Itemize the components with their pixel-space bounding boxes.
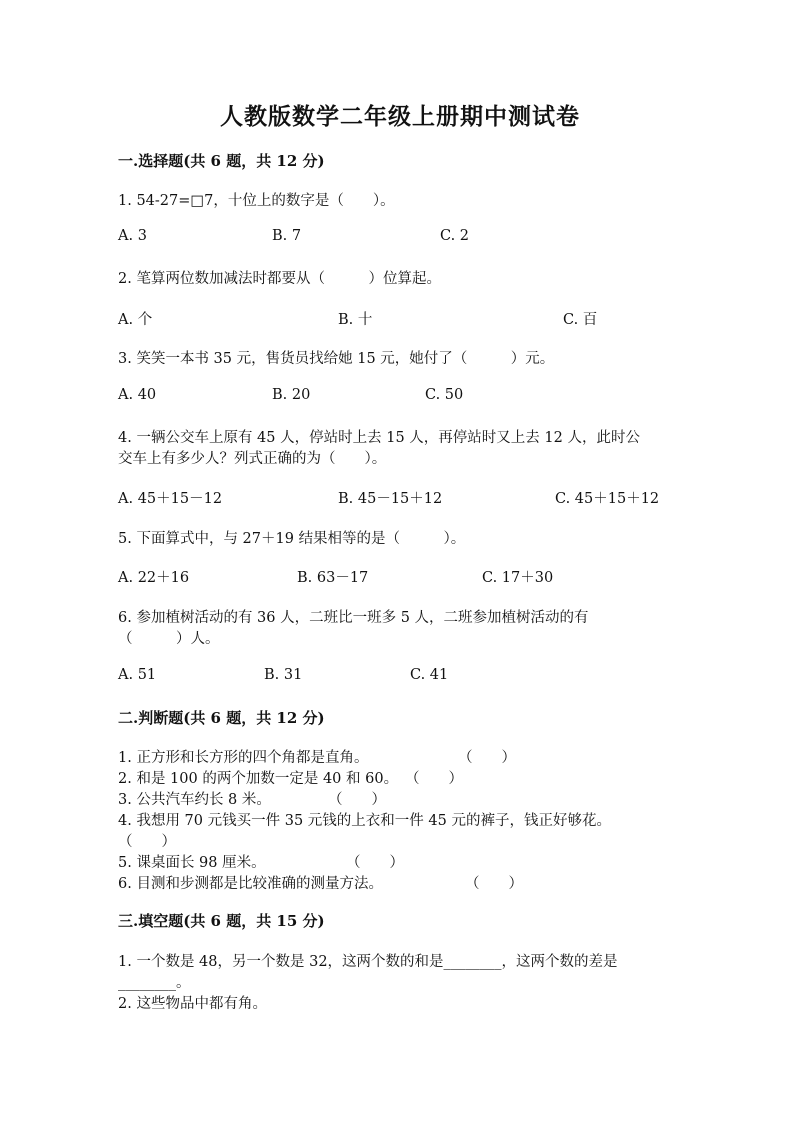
answer-paren: （ ） (405, 771, 463, 787)
option-a: A. 22＋16 (118, 570, 190, 586)
question-4-line2: 交车上有多少人？列式正确的为（ ）。 (118, 451, 387, 467)
option-b: B. 63－17 (297, 570, 369, 586)
answer-paren: （ ） (328, 792, 386, 808)
question-3: 3. 笑笑一本书 35 元，售货员找给她 15 元，她付了（ ）元。 (118, 351, 555, 367)
question-4-line1: 4. 一辆公交车上原有 45 人，停站时上去 15 人，再停站时又上去 12 人，此时公 (118, 430, 640, 446)
fill-1-line2: ________。 (118, 975, 191, 991)
option-b: B. 7 (272, 228, 302, 244)
answer-paren: （ ） (458, 750, 516, 766)
exam-title: 人教版数学二年级上册期中测试卷 (220, 103, 580, 130)
option-a: A. 51 (118, 667, 157, 683)
fill-2: 2. 这些物品中都有角。 (118, 996, 267, 1012)
option-b: B. 十 (338, 312, 373, 328)
judgement-6: 6. 目测和步测都是比较准确的测量方法。 (118, 876, 383, 892)
fill-1-line1: 1. 一个数是 48，另一个数是 32，这两个数的和是________，这两个数的差是 (118, 954, 618, 970)
judgement-1: 1. 正方形和长方形的四个角都是直角。 (118, 750, 369, 766)
section-heading-fill: 三.填空题(共 6 题，共 15 分) (118, 912, 325, 930)
question-6-line2: （ ）人。 (118, 631, 220, 647)
option-b: B. 31 (264, 667, 303, 683)
judgement-4: 4. 我想用 70 元钱买一件 35 元钱的上衣和一件 45 元的裤子，钱正好够花。 (118, 813, 611, 829)
answer-paren: （ ） (118, 834, 176, 850)
judgement-3: 3. 公共汽车约长 8 米。 (118, 792, 271, 808)
option-b: B. 20 (272, 387, 311, 403)
option-c: C. 41 (410, 667, 449, 683)
option-a: A. 45＋15－12 (118, 491, 223, 507)
judgement-5: 5. 课桌面长 98 厘米。 (118, 855, 266, 871)
section-heading-judgement: 二.判断题(共 6 题，共 12 分) (118, 709, 325, 727)
option-c: C. 50 (425, 387, 464, 403)
option-a: A. 个 (118, 312, 153, 328)
option-a: A. 3 (118, 228, 147, 244)
option-c: C. 百 (563, 312, 598, 328)
answer-paren: （ ） (346, 855, 404, 871)
answer-paren: （ ） (465, 876, 523, 892)
question-2: 2. 笔算两位数加减法时都要从（ ）位算起。 (118, 271, 441, 287)
option-c: C. 17＋30 (482, 570, 554, 586)
question-5: 5. 下面算式中，与 27＋19 结果相等的是（ ）。 (118, 531, 466, 547)
option-c: C. 2 (440, 228, 470, 244)
section-heading-choice: 一.选择题(共 6 题，共 12 分) (118, 152, 325, 170)
option-b: B. 45－15＋12 (338, 491, 443, 507)
judgement-2: 2. 和是 100 的两个加数一定是 40 和 60。 (118, 771, 399, 787)
option-a: A. 40 (118, 387, 157, 403)
question-1: 1. 54-27=□7，十位上的数字是（ ）。 (118, 193, 395, 209)
option-c: C. 45＋15＋12 (555, 491, 660, 507)
question-6-line1: 6. 参加植树活动的有 36 人，二班比一班多 5 人，二班参加植树活动的有 (118, 610, 589, 626)
